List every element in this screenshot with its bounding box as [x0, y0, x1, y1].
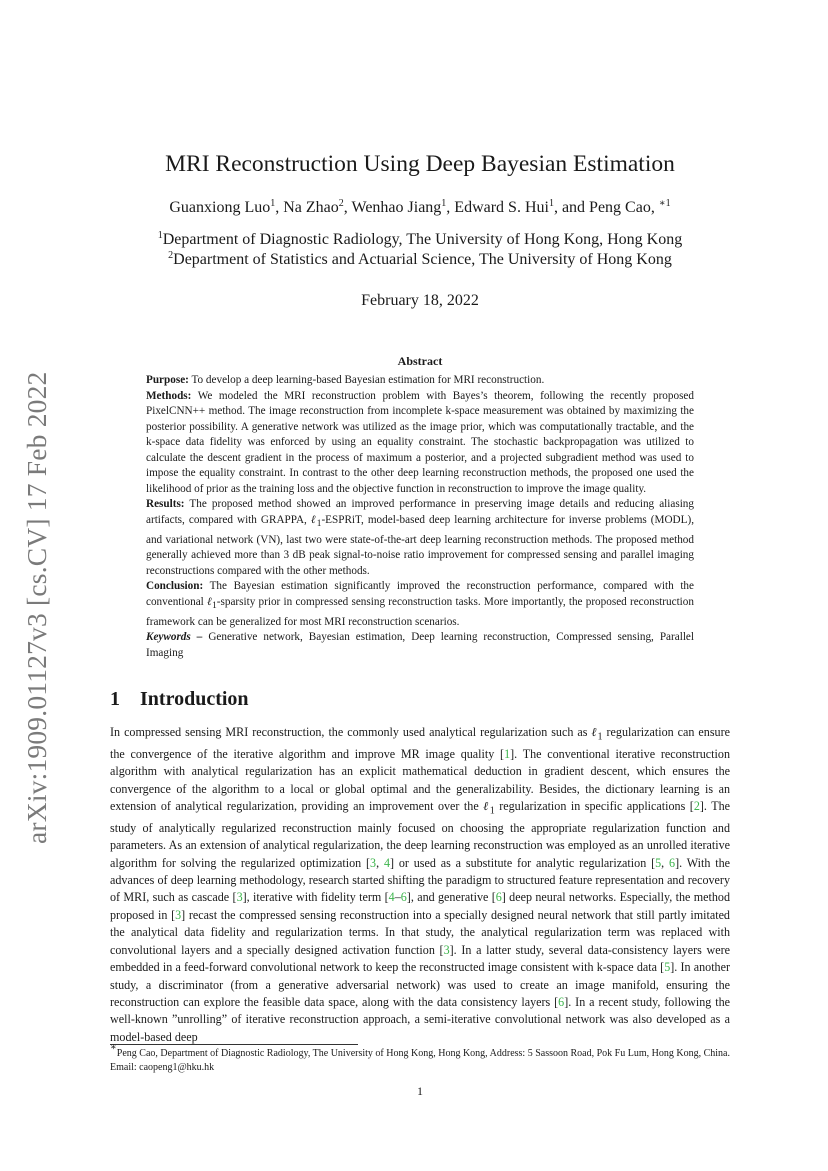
affiliations: $^1$Department of Diagnostic Radiology, The University of Hong Kong, Hong Kong $^2$Department of Statistics and Actuarial Science, The University of Hong Kong: [157, 230, 683, 268]
introduction-paragraph: In compressed sensing MRI reconstruction, the commonly used analytical regularization such as ℓ$_1$ regularization can ensure the convergence of the iterative algorithm and improve MR image quality [1]. The conventional iterative reconstruction algorithm with analytical regularization has an explicit mathematical deduction in gradient descent, which ensures the convergence of the algorithm to a local or global optimal and the generalizability. Besides, the dictionary learning is an extension of analytical regularization, providing an improvement over the ℓ$_1$ regularization in specific applications [2]. The study of analytically regularized reconstruction mainly focused on choosing the appropriate regularization function and parameters. As an extension of analytical regularization, the deep learning reconstruction was employed as an unrolled iterative algorithm for solving the regularized optimization [3, 4] or used as a substitute for analytic regularization [5, 6]. With the advances of deep learning methodology, research started shifting the paradigm to structured feature representation and recovery of MRI, such as cascade [3], iterative with fidelity term [4–6], and generative [6] deep neural networks. Especially, the method proposed in [3] recast the compressed sensing reconstruction into a specially designed neural network that still partly imitated the analytical data fidelity and regularization terms. In that study, the analytical regularization term was replaced with convolutional layers and a specially designed activation function [3]. In a latter study, several data-consistency layers were embedded in a feed-forward convolutional network to keep the reconstructed image consistent with k-space data [5]. In another study, a discriminator (from a generative adversarial network) was used to create an image manifold, ensuring the reconstruction can explore the feasible data space, along with the data consistency layers [6]. In a recent study, following the well-known ”unrolling” of iterative reconstruction approach, a semi-iterative convolutional network was also developed as a model-based deep: [110, 725, 731, 1044]
arxiv-identifier: arXiv:1909.01127v3 [cs.CV] 17 Feb 2022: [21, 371, 52, 844]
abstract-results: Results: The proposed method showed an improved performance in preserving image details and reducing aliasing artifacts, compared with GRAPPA, ℓ$_1$-ESPRiT, model-based deep learning architecture for inverse problems (MODL), and variational network (VN), last two were state-of-the-art deep learning reconstruction methods. The proposed method generally achieved more than 3 dB peak signal-to-noise ratio improvement for compressed sensing and parallel imaging reconstructions compared with the other methods.: [146, 498, 694, 577]
section-number: 1: [110, 688, 120, 710]
author-list: Guanxiong Luo$^1$, Na Zhao$^2$, Wenhao Jiang$^1$, Edward S. Hui$^1$, and Peng Cao, $^{∗1}$: [169, 198, 671, 216]
abstract-purpose: Purpose: To develop a deep learning-based Bayesian estimation for MRI reconstruction.: [146, 374, 545, 386]
section-heading-introduction: [110, 686, 730, 712]
paper-date: February 18, 2022: [361, 292, 479, 309]
abstract-heading: Abstract: [397, 354, 443, 368]
paper-title: MRI Reconstruction Using Deep Bayesian Estimation: [165, 151, 675, 177]
abstract-methods: Methods: We modeled the MRI reconstruction problem with Bayes’s theorem, following the recently proposed PixelCNN++ method. The image reconstruction from incomplete k-space measurement was obtained by maximizing the posterior possibility. A generative network was utilized as the image prior, which was computationally tractable, and the k-space data fidelity was enforced by using an equality constraint. The stochastic backpropagation was utilized to calculate the descent gradient in the process of maximum a posterior, and a projected subgradient method was used to impose the equality constraint. In contrast to the other deep learning reconstruction methods, the proposed one used the likelihood of prior as the training loss and the objective function in reconstruction to improve the image quality.: [146, 389, 694, 495]
page-number: 1: [417, 1084, 423, 1098]
footnote-divider: [110, 1044, 358, 1045]
abstract-keywords: Keywords – Generative network, Bayesian estimation, Deep learning reconstruction, Compressed sensing, Parallel Imaging: [146, 631, 694, 659]
abstract-body: [146, 373, 694, 661]
section-title: Introduction: [140, 688, 249, 710]
abstract-conclusion: Conclusion: The Bayesian estimation significantly improved the reconstruction performance, compared with the conventional ℓ$_1$-sparsity prior in compressed sensing reconstruction tasks. More importantly, the proposed reconstruction framework can be generalized for most MRI reconstruction scenarios.: [146, 580, 694, 628]
footnote: ∗Peng Cao, Department of Diagnostic Radiology, The University of Hong Kong, Hong Kong, Address: 5 Sassoon Road, Pok Fu Lum, Hong Kong, China. Email: caopeng1@hku.hk: [110, 1042, 730, 1073]
